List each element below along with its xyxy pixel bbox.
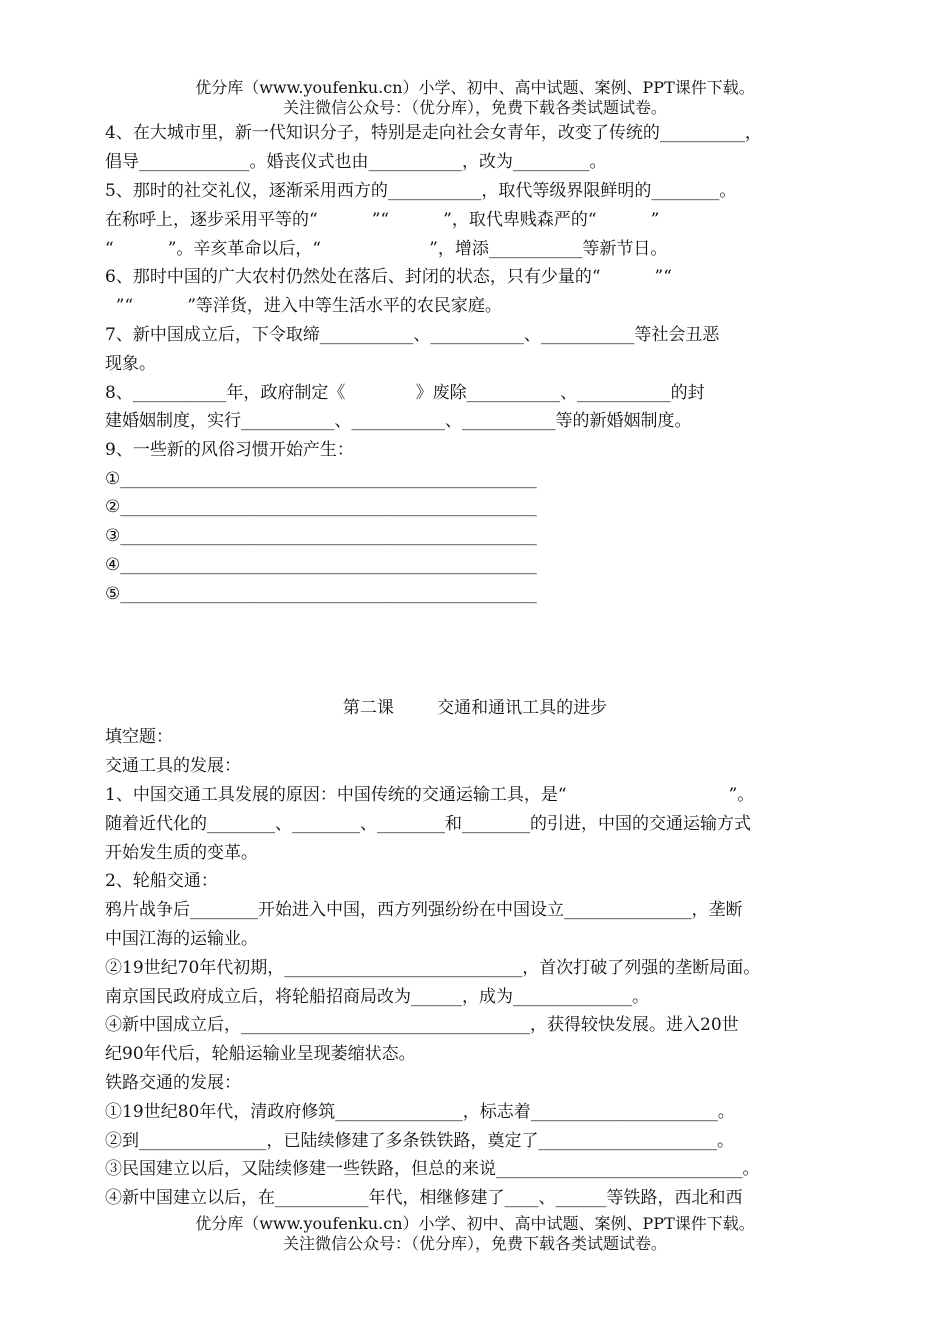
fill-in-heading: 填空题：: [105, 727, 173, 747]
q4-line-2: 倡导_____________。婚丧仪式也由___________，改为_________。: [105, 152, 607, 172]
q6-line-1: 6、那时中国的广大农村仍然处在落后、封闭的状态，只有少量的“ ”“: [105, 267, 672, 287]
q6-line-2: ”“ ”等洋货，进入中等生活水平的农民家庭。: [105, 296, 502, 316]
footer-line-1: 优分库（www.youfenku.cn）小学、初中、高中试题、案例、PPT课件下载。: [195, 1214, 755, 1233]
ship-line-1: 鸦片战争后________开始进入中国，西方列强纷纷在中国设立_______________，垄断: [105, 900, 743, 920]
q1-line-1: 1、中国交通工具发展的原因：中国传统的交通运输工具，是“ ”。: [105, 785, 755, 805]
custom-item-1: ①_________________________________________________: [105, 469, 537, 489]
railway-line-4: ④新中国建立以后，在___________年代，相继修建了____、______等铁路，西北和西: [105, 1188, 743, 1208]
q8-line-2: 建婚姻制度，实行___________、___________、___________等的新婚姻制度。: [105, 411, 692, 431]
q7-line-2: 现象。: [105, 354, 156, 374]
custom-item-5: ⑤_________________________________________________: [105, 584, 537, 604]
ship-line-3: ②19世纪70年代初期，____________________________，首次打破了列强的垄断局面。: [105, 958, 761, 978]
q4-line-1: 4、在大城市里，新一代知识分子，特别是走向社会女青年，改变了传统的__________，: [105, 123, 762, 143]
header-line-1: 优分库（www.youfenku.cn）小学、初中、高中试题、案例、PPT课件下载。: [195, 78, 755, 97]
ship-line-2: 中国江海的运输业。: [105, 929, 258, 949]
q5-line-1: 5、那时的社交礼仪，逐渐采用西方的___________，取代等级界限鲜明的________。: [105, 181, 737, 201]
q8-line-1: 8、___________年，政府制定《 》废除___________、___________的封: [105, 383, 705, 403]
custom-item-2: ②_________________________________________________: [105, 497, 537, 517]
ship-line-6: 纪90年代后，轮船运输业呈现萎缩状态。: [105, 1044, 416, 1064]
railway-heading: 铁路交通的发展：: [105, 1073, 241, 1093]
railway-line-3: ③民国建立以后，又陆续修建一些铁路，但总的来说_____________________________。: [105, 1159, 760, 1179]
q5-line-3: “ ”。辛亥革命以后，“ ”，增添___________等新节日。: [105, 239, 668, 259]
custom-item-4: ④_________________________________________________: [105, 555, 537, 575]
railway-line-1: ①19世纪80年代，清政府修筑_______________，标志着______________________。: [105, 1102, 735, 1122]
q5-line-2: 在称呼上，逐步采用平等的“ ”“ ”，取代卑贱森严的“ ”: [105, 210, 660, 230]
ship-line-5: ④新中国成立后，__________________________________，获得较快发展。进入20世: [105, 1015, 739, 1035]
q1-line-3: 开始发生质的变革。: [105, 843, 258, 863]
header-line-2: 关注微信公众号：（优分库），免费下载各类试题试卷。: [282, 98, 667, 117]
custom-item-3: ③_________________________________________________: [105, 526, 537, 546]
ship-line-4: 南京国民政府成立后，将轮船招商局改为______，成为______________。: [105, 987, 649, 1007]
transport-heading: 交通工具的发展：: [105, 756, 241, 776]
q7-line-1: 7、新中国成立后，下令取缔___________、___________、___________等社会丑恶: [105, 325, 720, 345]
ship-heading: 2、轮船交通：: [105, 871, 218, 891]
q9-line: 9、一些新的风俗习惯开始产生：: [105, 440, 354, 460]
railway-line-2: ②到_______________，已陆续修建了多条铁铁路，奠定了_____________________。: [105, 1131, 734, 1151]
lesson-title: 第二课 交通和通讯工具的进步: [342, 698, 608, 718]
footer-line-2: 关注微信公众号：（优分库），免费下载各类试题试卷。: [282, 1234, 667, 1253]
q1-line-2: 随着近代化的________、________、________和________的引进，中国的交通运输方式: [105, 814, 751, 834]
